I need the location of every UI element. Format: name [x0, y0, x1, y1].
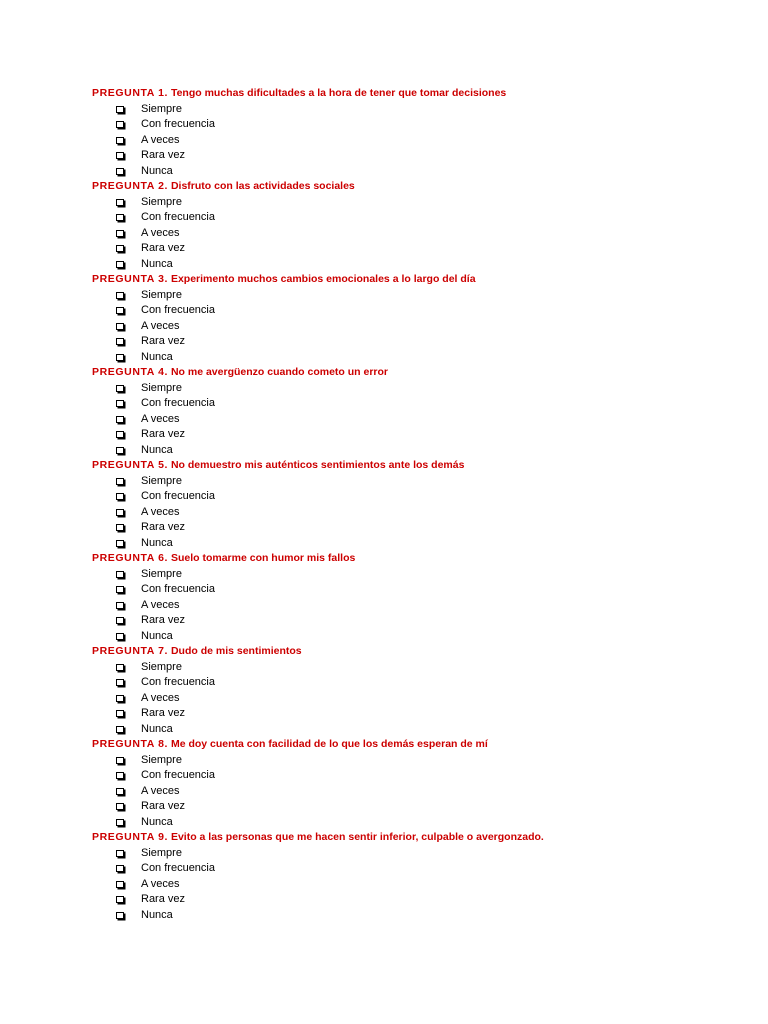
checkbox-icon[interactable]	[116, 292, 124, 299]
option-siempre[interactable]	[0, 102, 768, 118]
checkbox-icon[interactable]	[116, 168, 124, 175]
checkbox-icon[interactable]	[116, 199, 124, 206]
question-title	[0, 458, 768, 474]
checkbox-icon[interactable]	[116, 912, 124, 919]
checkbox-icon[interactable]	[116, 664, 124, 671]
option-label: Nunca	[141, 443, 173, 456]
question-label: PREGUNTA 8.	[92, 738, 169, 750]
option-label: Con frecuencia	[141, 769, 215, 781]
option-nunca[interactable]	[0, 629, 768, 645]
question-title	[0, 737, 768, 753]
checkbox-icon[interactable]	[116, 803, 124, 810]
checkbox-icon[interactable]	[116, 493, 124, 500]
question-title	[0, 830, 768, 846]
checkbox-icon[interactable]	[116, 757, 124, 764]
option-list	[0, 753, 768, 831]
option-label: Con frecuencia	[141, 118, 215, 130]
option-label: Con frecuencia	[141, 583, 215, 595]
option-rara-vez[interactable]	[0, 799, 768, 815]
option-a-veces[interactable]	[0, 877, 768, 893]
option-label: Nunca	[141, 536, 173, 549]
question-1	[0, 86, 768, 179]
question-text: Disfruto con las actividades sociales	[170, 180, 355, 192]
checkbox-icon[interactable]	[116, 726, 124, 733]
option-label: Rara vez	[141, 335, 186, 347]
checkbox-icon[interactable]	[116, 121, 124, 128]
option-label: Rara vez	[141, 521, 186, 533]
option-nunca[interactable]	[0, 908, 768, 924]
option-con-frecuencia[interactable]	[0, 303, 768, 319]
checkbox-icon[interactable]	[116, 896, 124, 903]
option-label: Nunca	[141, 350, 173, 363]
option-label: Siempre	[141, 660, 182, 673]
checkbox-icon[interactable]	[116, 385, 124, 392]
option-con-frecuencia[interactable]	[0, 489, 768, 505]
option-nunca[interactable]	[0, 815, 768, 831]
questionnaire	[0, 86, 768, 923]
option-nunca[interactable]	[0, 443, 768, 459]
checkbox-icon[interactable]	[116, 772, 124, 779]
option-nunca[interactable]	[0, 722, 768, 738]
option-label: Siempre	[141, 846, 182, 859]
question-label: PREGUNTA 5.	[92, 459, 169, 471]
option-label: Rara vez	[141, 707, 186, 719]
checkbox-icon[interactable]	[116, 338, 124, 345]
option-label: Nunca	[141, 908, 173, 921]
option-label: A veces	[141, 598, 180, 611]
checkbox-icon[interactable]	[116, 323, 124, 330]
option-rara-vez[interactable]	[0, 613, 768, 629]
option-nunca[interactable]	[0, 164, 768, 180]
option-nunca[interactable]	[0, 536, 768, 552]
question-title	[0, 365, 768, 381]
question-label: PREGUNTA 9.	[92, 831, 169, 843]
option-label: Rara vez	[141, 893, 186, 905]
option-con-frecuencia[interactable]	[0, 675, 768, 691]
option-label: Nunca	[141, 722, 173, 735]
option-label: Con frecuencia	[141, 304, 215, 316]
question-text: No demuestro mis auténticos sentimientos ante los demás	[170, 459, 465, 471]
option-rara-vez[interactable]	[0, 427, 768, 443]
option-label: Siempre	[141, 567, 182, 580]
option-label: Rara vez	[141, 428, 186, 440]
option-label: A veces	[141, 691, 180, 704]
checkbox-icon[interactable]	[116, 633, 124, 640]
checkbox-icon[interactable]	[116, 710, 124, 717]
checkbox-icon[interactable]	[116, 850, 124, 857]
option-label: A veces	[141, 319, 180, 332]
question-text: Dudo de mis sentimientos	[170, 645, 302, 657]
option-label: Nunca	[141, 257, 173, 270]
question-6	[0, 551, 768, 644]
option-label: Siempre	[141, 102, 182, 115]
checkbox-icon[interactable]	[116, 540, 124, 547]
option-siempre[interactable]	[0, 195, 768, 211]
question-7	[0, 644, 768, 737]
checkbox-icon[interactable]	[116, 571, 124, 578]
option-rara-vez[interactable]	[0, 241, 768, 257]
question-label: PREGUNTA 4.	[92, 366, 169, 378]
question-text: Evito a las personas que me hacen sentir inferior, culpable o avergonzado.	[170, 831, 544, 843]
question-3	[0, 272, 768, 365]
option-siempre[interactable]	[0, 381, 768, 397]
option-label: A veces	[141, 226, 180, 239]
option-label: Nunca	[141, 815, 173, 828]
option-con-frecuencia[interactable]	[0, 861, 768, 877]
option-a-veces[interactable]	[0, 598, 768, 614]
option-label: A veces	[141, 505, 180, 518]
option-label: A veces	[141, 133, 180, 146]
question-title	[0, 272, 768, 288]
option-nunca[interactable]	[0, 257, 768, 273]
checkbox-icon[interactable]	[116, 230, 124, 237]
option-rara-vez[interactable]	[0, 892, 768, 908]
option-siempre[interactable]	[0, 846, 768, 862]
option-con-frecuencia[interactable]	[0, 768, 768, 784]
option-a-veces[interactable]	[0, 319, 768, 335]
option-label: A veces	[141, 784, 180, 797]
question-9	[0, 830, 768, 923]
option-label: Con frecuencia	[141, 211, 215, 223]
question-text: Tengo muchas dificultades a la hora de tener que tomar decisiones	[170, 87, 507, 99]
option-label: Con frecuencia	[141, 490, 215, 502]
question-label: PREGUNTA 2.	[92, 180, 169, 192]
checkbox-icon[interactable]	[116, 354, 124, 361]
question-title	[0, 86, 768, 102]
checkbox-icon[interactable]	[116, 214, 124, 221]
checkbox-icon[interactable]	[116, 679, 124, 686]
checkbox-icon[interactable]	[116, 617, 124, 624]
option-list	[0, 288, 768, 366]
question-label: PREGUNTA 7.	[92, 645, 169, 657]
checkbox-icon[interactable]	[116, 695, 124, 702]
option-label: Siempre	[141, 195, 182, 208]
option-list	[0, 102, 768, 180]
checkbox-icon[interactable]	[116, 447, 124, 454]
checkbox-icon[interactable]	[116, 106, 124, 113]
checkbox-icon[interactable]	[116, 819, 124, 826]
checkbox-icon[interactable]	[116, 788, 124, 795]
option-label: Con frecuencia	[141, 397, 215, 409]
option-list	[0, 567, 768, 645]
checkbox-icon[interactable]	[116, 416, 124, 423]
question-label: PREGUNTA 1.	[92, 87, 169, 99]
option-label: Nunca	[141, 629, 173, 642]
question-title	[0, 644, 768, 660]
question-text: Me doy cuenta con facilidad de lo que los demás esperan de mí	[170, 738, 488, 750]
checkbox-icon[interactable]	[116, 478, 124, 485]
option-label: Nunca	[141, 164, 173, 177]
checkbox-icon[interactable]	[116, 261, 124, 268]
option-con-frecuencia[interactable]	[0, 582, 768, 598]
option-label: Siempre	[141, 474, 182, 487]
question-5	[0, 458, 768, 551]
checkbox-icon[interactable]	[116, 881, 124, 888]
question-text: Suelo tomarme con humor mis fallos	[170, 552, 356, 564]
option-siempre[interactable]	[0, 567, 768, 583]
option-siempre[interactable]	[0, 660, 768, 676]
checkbox-icon[interactable]	[116, 602, 124, 609]
option-a-veces[interactable]	[0, 784, 768, 800]
checkbox-icon[interactable]	[116, 586, 124, 593]
option-a-veces[interactable]	[0, 226, 768, 242]
question-text: Experimento muchos cambios emocionales a lo largo del día	[170, 273, 476, 285]
option-list	[0, 195, 768, 273]
question-label: PREGUNTA 3.	[92, 273, 169, 285]
option-list	[0, 381, 768, 459]
option-siempre[interactable]	[0, 288, 768, 304]
checkbox-icon[interactable]	[116, 152, 124, 159]
option-siempre[interactable]	[0, 474, 768, 490]
option-rara-vez[interactable]	[0, 148, 768, 164]
option-con-frecuencia[interactable]	[0, 396, 768, 412]
checkbox-icon[interactable]	[116, 524, 124, 531]
option-label: Rara vez	[141, 242, 186, 254]
option-label: Con frecuencia	[141, 676, 215, 688]
option-a-veces[interactable]	[0, 133, 768, 149]
question-4	[0, 365, 768, 458]
question-title	[0, 179, 768, 195]
option-a-veces[interactable]	[0, 691, 768, 707]
option-label: Rara vez	[141, 614, 186, 626]
option-list	[0, 846, 768, 924]
checkbox-icon[interactable]	[116, 307, 124, 314]
question-2	[0, 179, 768, 272]
option-a-veces[interactable]	[0, 505, 768, 521]
question-label: PREGUNTA 6.	[92, 552, 169, 564]
option-label: Con frecuencia	[141, 862, 215, 874]
option-label: Siempre	[141, 753, 182, 766]
checkbox-icon[interactable]	[116, 509, 124, 516]
question-text: No me avergüenzo cuando cometo un error	[170, 366, 388, 378]
checkbox-icon[interactable]	[116, 431, 124, 438]
checkbox-icon[interactable]	[116, 865, 124, 872]
checkbox-icon[interactable]	[116, 400, 124, 407]
question-title	[0, 551, 768, 567]
option-label: Siempre	[141, 381, 182, 394]
checkbox-icon[interactable]	[116, 245, 124, 252]
option-rara-vez[interactable]	[0, 706, 768, 722]
option-siempre[interactable]	[0, 753, 768, 769]
option-nunca[interactable]	[0, 350, 768, 366]
option-list	[0, 660, 768, 738]
question-8	[0, 737, 768, 830]
option-label: Rara vez	[141, 800, 186, 812]
option-label: Rara vez	[141, 149, 186, 161]
option-con-frecuencia[interactable]	[0, 210, 768, 226]
option-list	[0, 474, 768, 552]
option-a-veces[interactable]	[0, 412, 768, 428]
option-con-frecuencia[interactable]	[0, 117, 768, 133]
checkbox-icon[interactable]	[116, 137, 124, 144]
option-label: A veces	[141, 877, 180, 890]
option-label: A veces	[141, 412, 180, 425]
option-rara-vez[interactable]	[0, 334, 768, 350]
option-rara-vez[interactable]	[0, 520, 768, 536]
option-label: Siempre	[141, 288, 182, 301]
